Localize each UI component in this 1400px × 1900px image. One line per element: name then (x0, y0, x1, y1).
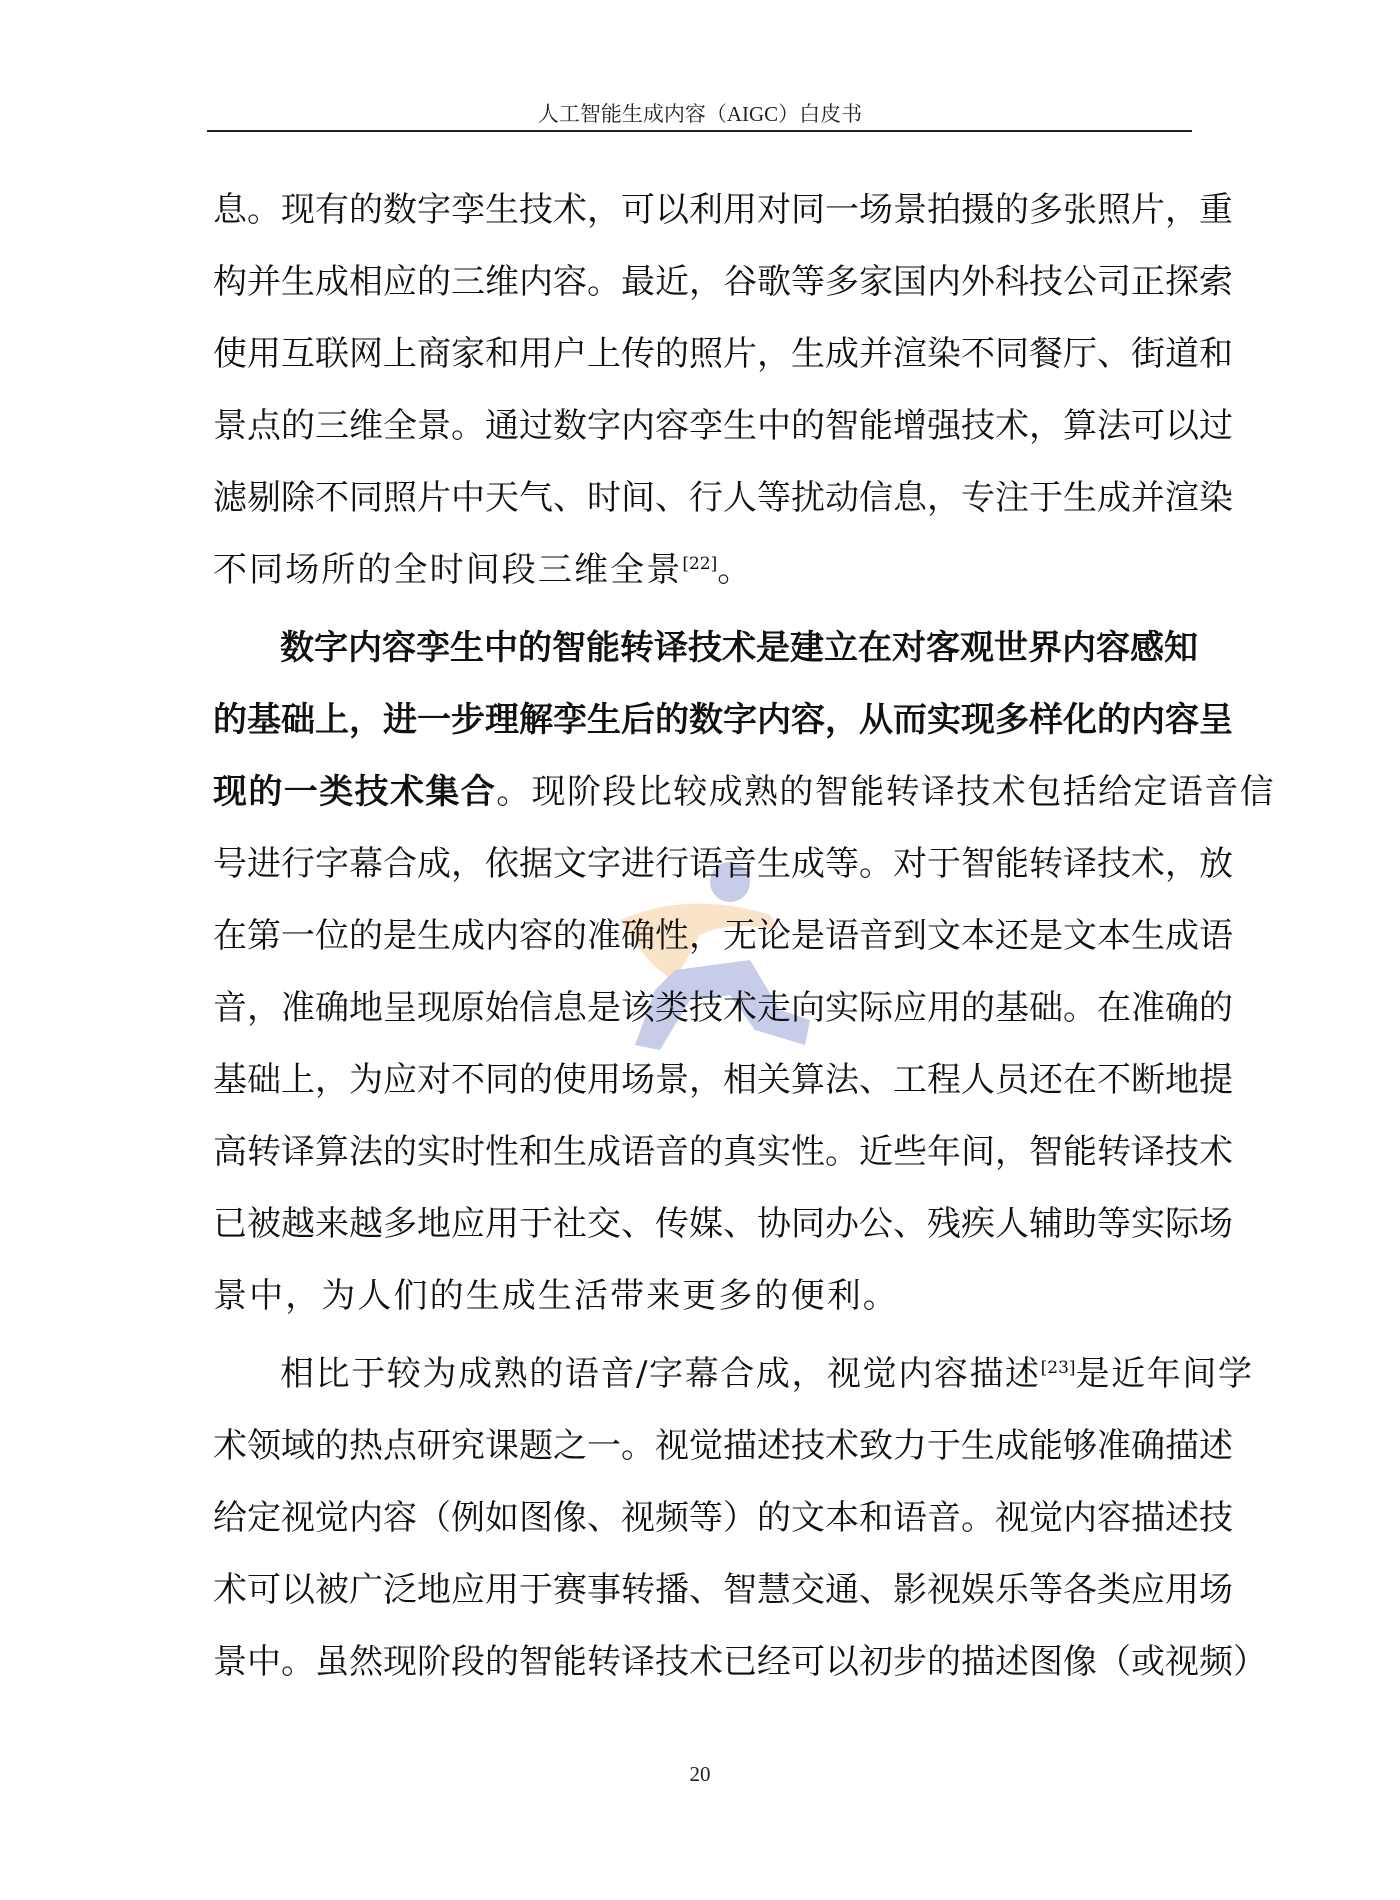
p2-line-4: 号进行字幕合成，依据文字进行语音生成等。对于智能转译技术，放 (213, 844, 1233, 884)
p3-line-1 (280, 1354, 1254, 1394)
p1-line-5: 滤剔除不同照片中天气、时间、行人等扰动信息，专注于生成并渲染 (213, 478, 1233, 518)
p2-line-1: 数字内容孪生中的智能转译技术是建立在对客观世界内容感知 (280, 628, 1198, 668)
p3-line-1-text: 相比于较为成熟的语音/字幕合成，视觉内容描述 (280, 1354, 1041, 1394)
p2-line-8: 高转译算法的实时性和生成语音的真实性。近些年间，智能转译技术 (213, 1132, 1233, 1172)
p2-line-3-text: 。现阶段比较成熟的智能转译技术包括给定语音信 (496, 772, 1276, 812)
p2-line-6: 音，准确地呈现原始信息是该类技术走向实际应用的基础。在准确的 (213, 988, 1233, 1028)
page-number: 20 (689, 1762, 711, 1786)
p3-line-5: 景中。虽然现阶段的智能转译技术已经可以初步的描述图像（或视频） (213, 1642, 1267, 1682)
p1-line-1: 息。现有的数字孪生技术，可以利用对同一场景拍摄的多张照片，重 (213, 190, 1233, 230)
p1-line-6-text: 不同场所的全时间段三维全景 (213, 550, 683, 590)
citation-22: [22] (682, 554, 718, 574)
p3-line-4: 术可以被广泛地应用于赛事转播、智慧交通、影视娱乐等各类应用场 (213, 1570, 1233, 1610)
p1-line-6-tail: 。 (717, 550, 754, 590)
p1-line-2: 构并生成相应的三维内容。最近，谷歌等多家国内外科技公司正探索 (213, 262, 1233, 302)
p3-line-1-tail: 是近年间学 (1075, 1354, 1254, 1394)
watermark-figure-icon (580, 860, 840, 1060)
p3-line-2: 术领域的热点研究课题之一。视觉描述技术致力于生成能够准确描述 (213, 1426, 1233, 1466)
p1-line-6 (213, 550, 1188, 590)
p2-line-3 (213, 772, 1276, 812)
p1-line-3: 使用互联网上商家和用户上传的照片，生成并渲染不同餐厅、街道和 (213, 334, 1233, 374)
p2-line-5: 在第一位的是生成内容的准确性，无论是语音到文本还是文本生成语 (213, 916, 1233, 956)
p2-line-3-bold: 现的一类技术集合 (213, 772, 497, 812)
p1-line-4: 景点的三维全景。通过数字内容孪生中的智能增强技术，算法可以过 (213, 406, 1233, 446)
p2-line-2: 的基础上，进一步理解孪生后的数字内容，从而实现多样化的内容呈 (213, 700, 1233, 740)
p2-line-7: 基础上，为应对不同的使用场景，相关算法、工程人员还在不断地提 (213, 1060, 1233, 1100)
header-rule (207, 130, 1192, 132)
p2-line-10: 景中，为人们的生成生活带来更多的便利。 (213, 1276, 899, 1316)
p3-line-3: 给定视觉内容（例如图像、视频等）的文本和语音。视觉内容描述技 (213, 1498, 1233, 1538)
p2-line-9: 已被越来越多地应用于社交、传媒、协同办公、残疾人辅助等实际场 (213, 1204, 1233, 1244)
citation-23: [23] (1040, 1358, 1076, 1378)
running-header: 人工智能生成内容（AIGC）白皮书 (537, 102, 863, 126)
